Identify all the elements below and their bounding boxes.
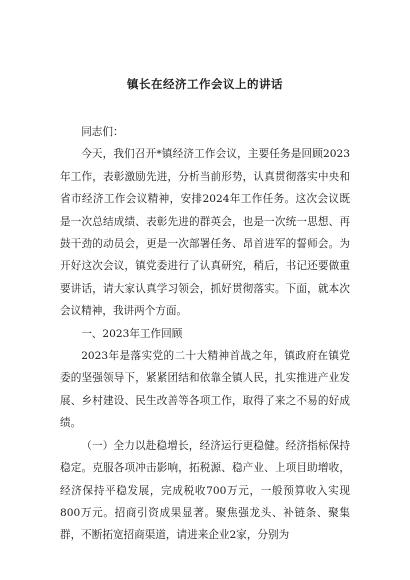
- salutation: 同志们：: [81, 126, 124, 138]
- section-paragraph-2: （一）全力以赴稳增长，经济运行更稳健。经济指标保持稳定。克服各项冲击影响，拓税源、稳产业、上项目助增收，经济保持平稳发展，完成税收700万元，一般预算收入实现800万元。招商引资成果显著。聚焦强龙头、补链条、聚集群，不断拓宽招商渠道，请进来企业2家，分别为: [60, 439, 350, 542]
- section-paragraph-1: 2023年是落实党的二十大精神首战之年，镇政府在镇党委的坚强领导下，紧紧团结和依靠全镇人民，扎实推进产业发展、乡村建设、民生改善等各项工作，取得了来之不易的好成绩。: [60, 350, 350, 430]
- opening-paragraph: 今天，我们召开*镇经济工作会议，主要任务是回顾2023年工作，表彰激励先进，分析当前形势，认真贯彻落实中央和省市经济工作会议精神，安排2024年工作任务。这次会议既是一次总结成绩、表彰先进的群英会，也是一次统一思想、再鼓干劲的动员会，更是一次部署任务、昂首进军的誓师会。为开好这次会议，镇党委进行了认真研究，稍后，书记还要做重要讲话，请大家认真学习领会，抓好贯彻落实。下面，就本次会议精神，我讲两个方面。: [60, 148, 350, 318]
- document-body: [60, 121, 350, 547]
- section-heading: 一、2023年工作回顾: [81, 327, 183, 340]
- document-title: 镇长在经济工作会议上的讲话: [127, 77, 283, 91]
